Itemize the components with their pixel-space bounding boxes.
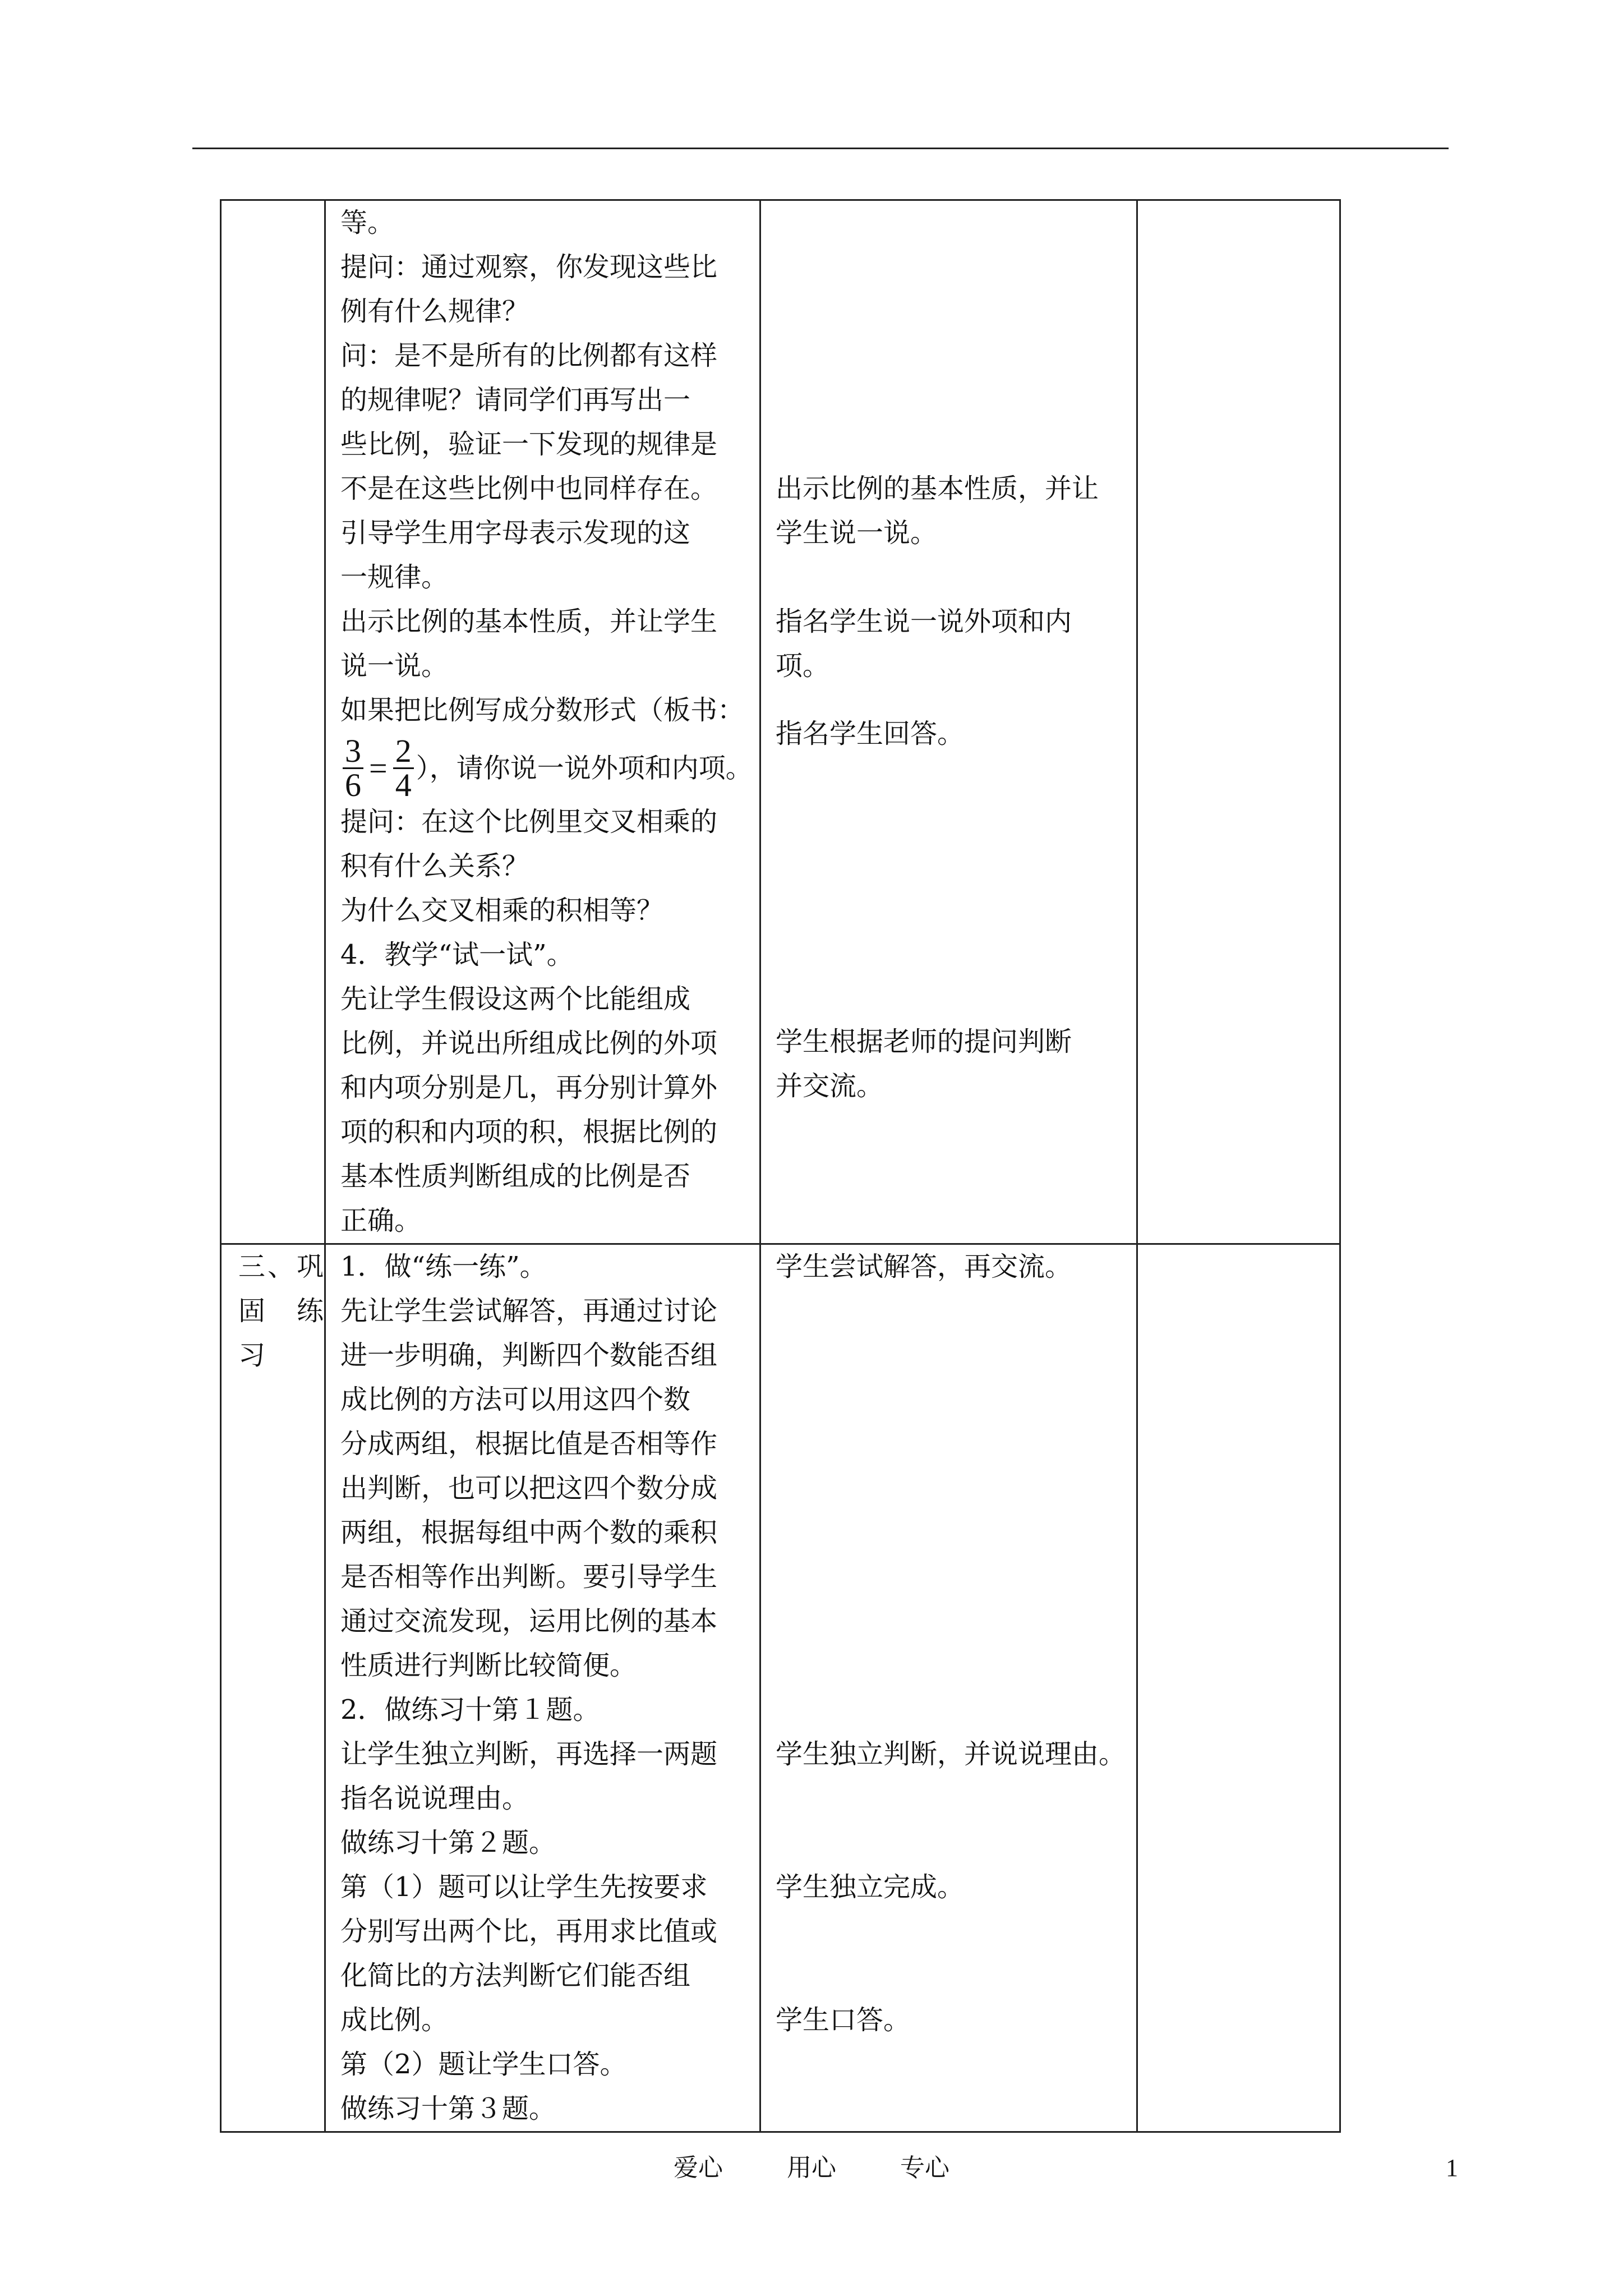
text-line: 做练习十第２题。 xyxy=(340,1827,556,1858)
text-line: 一规律。 xyxy=(340,562,449,593)
text-line: 第（2）题让学生口答。 xyxy=(340,2049,627,2080)
table-row xyxy=(221,200,1340,1244)
text-line: 化简比的方法判断它们能否组 xyxy=(340,1960,691,1991)
text-line: 性质进行判断比较简便。 xyxy=(340,1650,637,1681)
footer-motto xyxy=(0,2151,1623,2185)
text-line: 两组，根据每组中两个数的乘积 xyxy=(340,1517,718,1548)
text-line: 学生根据老师的提问判断 xyxy=(776,1026,1072,1057)
teacher-activity-cell xyxy=(325,1244,760,2132)
text-line: 引导学生用字母表示发现的这 xyxy=(340,517,691,549)
text-line: 和内项分别是几，再分别计算外 xyxy=(340,1072,718,1103)
fraction-denominator: 4 xyxy=(395,767,412,803)
notes-cell xyxy=(1137,1244,1340,2132)
student-activity-cell xyxy=(760,200,1137,1244)
text-line: 1．做“练一练”。 xyxy=(340,1251,547,1282)
fraction-denominator: 6 xyxy=(345,767,361,803)
text-line: 成比例。 xyxy=(340,2004,449,2036)
text-line: 出示比例的基本性质，并让学生 xyxy=(340,606,718,637)
fraction-numerator: 3 xyxy=(343,735,363,769)
text-line: 不是在这些比例中也同样存在。 xyxy=(340,473,718,504)
text-line: 出示比例的基本性质，并让 xyxy=(776,473,1099,504)
text-line: 学生口答。 xyxy=(776,2004,911,2036)
page-number: 1 xyxy=(1446,2154,1458,2182)
text-line: 比例，并说出所组成比例的外项 xyxy=(340,1028,718,1059)
stage-cell xyxy=(221,1244,325,2132)
equals-sign: = xyxy=(369,749,388,786)
text-line: 提问：通过观察，你发现这些比 xyxy=(340,251,718,283)
text-line: 正确。 xyxy=(340,1205,422,1236)
text-line: 指名学生说一说外项和内 xyxy=(776,606,1072,637)
text-line: 提问：在这个比例里交叉相乘的 xyxy=(340,806,718,838)
text-line: 分成两组，根据比值是否相等作 xyxy=(340,1428,718,1460)
student-activity-cell xyxy=(760,1244,1137,2132)
text-line: 等。 xyxy=(340,207,395,238)
text-line: 是否相等作出判断。要引导学生 xyxy=(340,1561,718,1593)
text-line: 基本性质判断组成的比例是否 xyxy=(340,1161,691,1192)
text-line: 如果把比例写成分数形式（板书： xyxy=(340,694,745,726)
lesson-plan-table xyxy=(220,199,1341,2133)
text-line: 学生尝试解答，再交流。 xyxy=(776,1251,1072,1282)
text-line: 学生独立判断，并说说理由。 xyxy=(776,1738,1126,1770)
stage-label-line: 固 练 xyxy=(238,1295,326,1327)
text-line: 项。 xyxy=(776,650,830,682)
text-line: 4．教学“试一试”。 xyxy=(340,939,574,970)
text-line: 出判断，也可以把这四个数分成 xyxy=(340,1473,718,1504)
text-line: 先让学生假设这两个比能组成 xyxy=(340,983,691,1015)
text-line: 成比例的方法可以用这四个数 xyxy=(340,1384,691,1415)
fraction-suffix-text: ），请你说一说外项和内项。 xyxy=(416,752,753,784)
text-line: 并交流。 xyxy=(776,1070,884,1102)
text-line: 为什么交叉相乘的积相等？ xyxy=(340,895,664,926)
footer-motto-item: 爱心 xyxy=(674,2154,723,2182)
fraction-equation xyxy=(340,733,753,803)
text-line: 指名学生回答。 xyxy=(776,718,965,749)
fraction-numerator: 2 xyxy=(393,735,414,769)
text-line: 第（1）题可以让学生先按要求 xyxy=(340,1871,708,1903)
text-line: 说一说。 xyxy=(340,650,449,682)
header-rule xyxy=(192,148,1449,149)
fraction-left xyxy=(343,735,363,802)
text-line: 积有什么关系？ xyxy=(340,850,529,882)
text-line: 进一步明确，判断四个数能否组 xyxy=(340,1340,718,1371)
text-line: 例有什么规律？ xyxy=(340,296,529,327)
text-line: 学生独立完成。 xyxy=(776,1871,965,1903)
text-line: 的规律呢？请同学们再写出一 xyxy=(340,384,691,416)
text-line: 2．做练习十第１题。 xyxy=(340,1694,600,1726)
text-line: 让学生独立判断，再选择一两题 xyxy=(340,1738,718,1770)
teacher-activity-cell xyxy=(325,200,760,1244)
stage-label-line: 三、巩 xyxy=(238,1251,326,1282)
text-line: 先让学生尝试解答，再通过讨论 xyxy=(340,1295,718,1327)
fraction-right xyxy=(393,735,414,802)
notes-cell xyxy=(1137,200,1340,1244)
table-row xyxy=(221,1244,1340,2132)
text-line: 分别写出两个比，再用求比值或 xyxy=(340,1916,718,1947)
text-line: 些比例，验证一下发现的规律是 xyxy=(340,429,718,460)
text-line: 通过交流发现，运用比例的基本 xyxy=(340,1605,718,1637)
text-line: 做练习十第３题。 xyxy=(340,2093,556,2124)
text-line: 项的积和内项的积，根据比例的 xyxy=(340,1116,718,1148)
footer-motto-item: 专心 xyxy=(900,2154,949,2182)
text-line: 问：是不是所有的比例都有这样 xyxy=(340,340,718,371)
text-line: 指名说说理由。 xyxy=(340,1783,529,1814)
stage-cell xyxy=(221,200,325,1244)
footer-motto-item: 用心 xyxy=(787,2154,836,2182)
stage-label-line: 习 xyxy=(238,1340,268,1371)
text-line: 学生说一说。 xyxy=(776,517,938,549)
